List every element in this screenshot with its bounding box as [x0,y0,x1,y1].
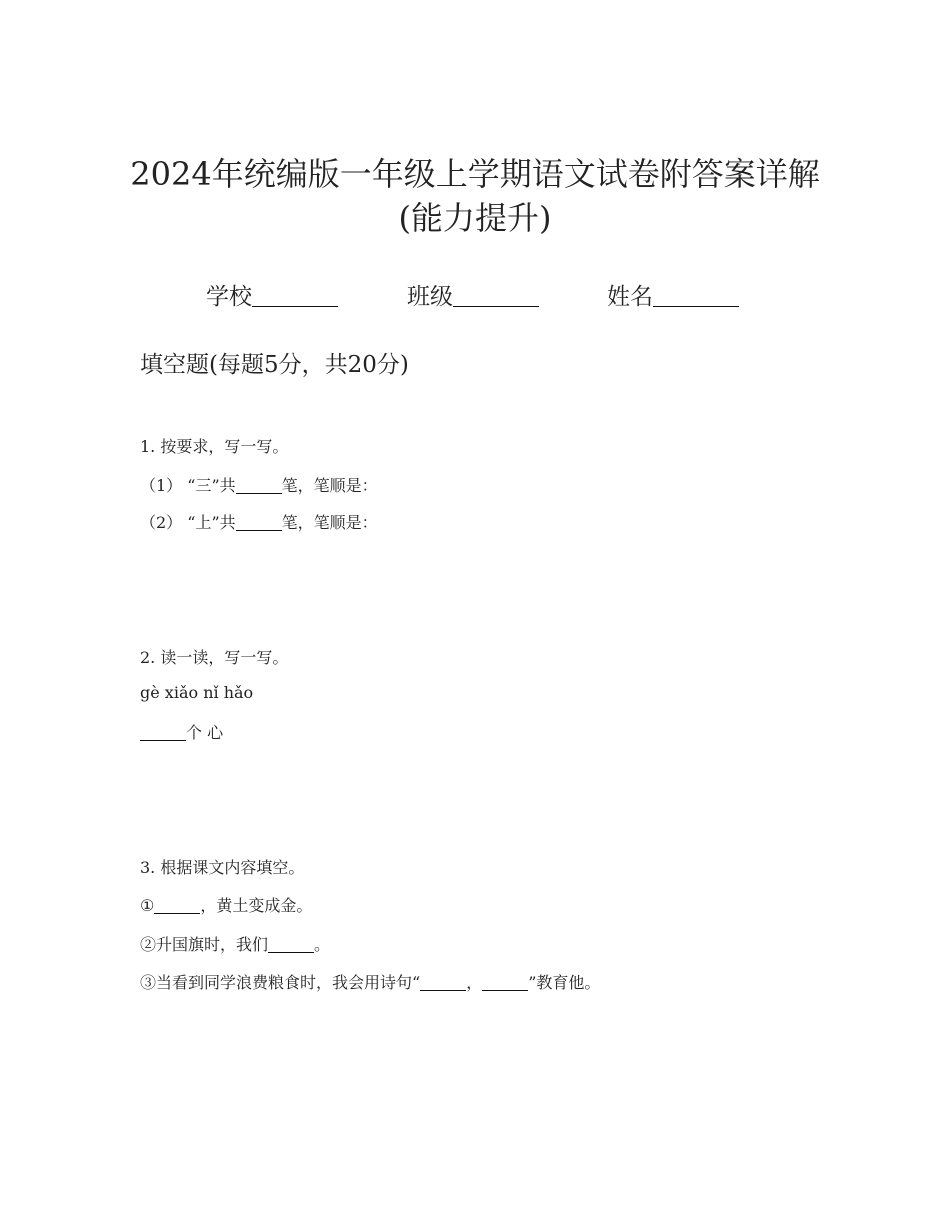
q2-pinyin: gè xiǎo nǐ hǎo [140,683,254,702]
page-title: 2024年统编版一年级上学期语文试卷附答案详解 [130,155,820,193]
q1-line-1 [140,473,378,496]
q3-line-1-prefix: ① [140,896,155,915]
q1-title: 1. 按要求，写一写。 [140,437,289,456]
q1-line-2 [140,510,378,533]
q3-line-2 [140,932,330,955]
q3-line-3-suffix: ”教育他。 [528,973,601,992]
q3-line-3-prefix: ③当看到同学浪费粮食时，我会用诗句“ [140,973,421,992]
q3-blank-2 [268,936,314,953]
q2-chars-line [140,720,223,743]
class-blank [453,283,539,307]
q1-line-2-prefix: （2） “上”共 [140,513,236,532]
name-field [607,278,739,311]
q3-blank-1 [154,897,200,914]
q1-line-2-suffix: 笔，笔顺是： [281,513,378,532]
q3-line-1 [140,893,312,916]
section-heading: 填空题(每题5分，共20分) [140,352,409,378]
page-subtitle: (能力提升) [398,199,552,237]
q2-chars: 个 心 [186,723,224,742]
class-label: 班级 [407,284,453,310]
name-blank [653,283,739,307]
q3-line-3 [140,970,600,993]
name-label: 姓名 [607,284,653,310]
q3-line-3-mid: ， [466,973,483,992]
q1-line-1-suffix: 笔，笔顺是： [281,476,378,495]
q3-line-2-suffix: 。 [314,935,331,954]
q2-blank [140,724,186,741]
school-label: 学校 [206,284,252,310]
q1-blank-1 [236,477,282,494]
q3-title: 3. 根据课文内容填空。 [140,858,305,877]
q1-line-1-prefix: （1） “三”共 [140,476,236,495]
q3-blank-4 [482,974,528,991]
q3-line-2-prefix: ②升国旗时，我们 [140,935,269,954]
school-blank [252,283,338,307]
q1-blank-2 [236,514,282,531]
school-field [206,278,338,311]
q2-title: 2. 读一读，写一写。 [140,648,289,667]
class-field [407,278,539,311]
q3-line-1-suffix: ，黄土变成金。 [200,896,313,915]
q3-blank-3 [420,974,466,991]
